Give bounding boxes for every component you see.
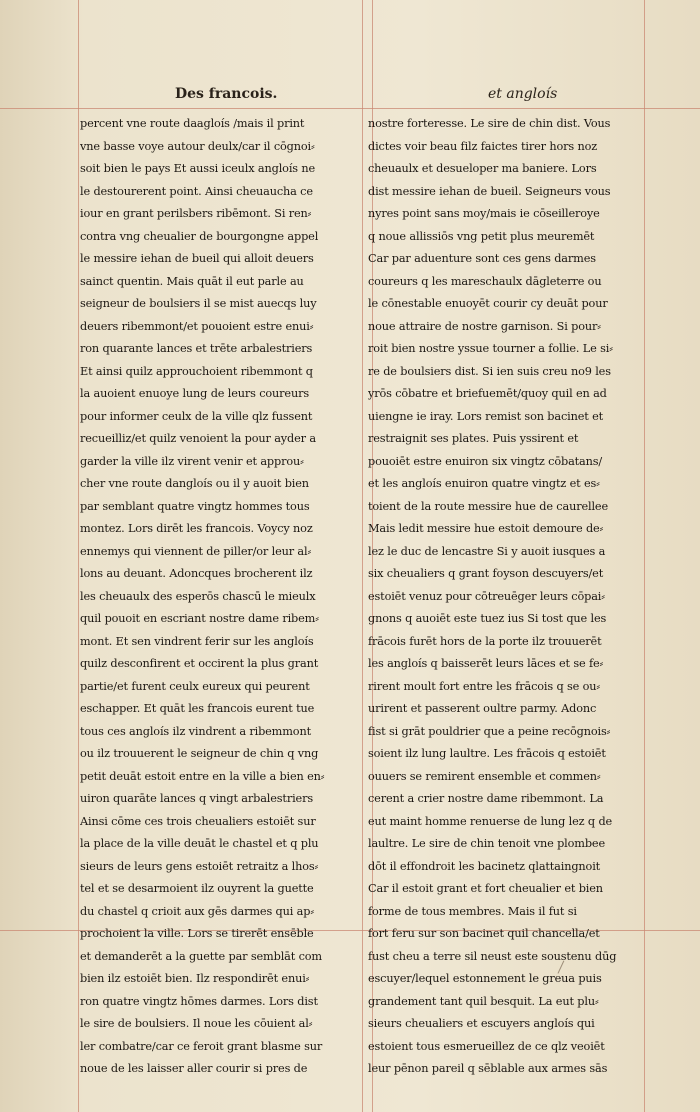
- text-line: coureurs q les mareschaulx dāgleterre ou: [368, 274, 602, 288]
- text-line: dōt il effondroit les bacinetz qlattaingnoit: [368, 859, 601, 873]
- text-line: laultre. Le sire de chin tenoit vne plombee: [368, 837, 605, 850]
- text-line: fort feru sur son bacinet quil chancella/et: [368, 927, 600, 940]
- text-line: urirent et passerent oultre parmy. Adonc: [368, 702, 597, 715]
- text-line: gnons q auoiēt este tuez ius Si tost que les: [368, 612, 607, 625]
- text-line: uiengne ie iray. Lors remist son bacinet et: [368, 409, 604, 423]
- text-line: la auoient enuoye lung de leurs coureurs: [80, 387, 309, 400]
- text-line: ouuers se remirent ensemble et commen⸗: [368, 769, 601, 783]
- text-line: noue de les laisser aller courir si pres de: [80, 1062, 308, 1075]
- text-line: bien ilz estoiēt bien. Ilz respondirēt enui⸗: [80, 972, 310, 985]
- text-column-right: [368, 113, 644, 1081]
- text-line: grandement tant quil besquit. La eut plu⸗: [368, 994, 599, 1008]
- text-line: cher vne route dangloís ou il y auoit bien: [80, 477, 309, 490]
- text-line: prochoient la ville. Lors se tirerēt ensēble: [80, 927, 314, 940]
- text-line: le cōnestable enuoyēt courir cy deuāt pour: [368, 297, 608, 310]
- text-line: ler combatre/car ce feroit grant blasme sur: [80, 1039, 323, 1053]
- text-line: leur pēnon pareil q sēblable aux armes sās: [368, 1062, 608, 1075]
- text-line: lez le duc de lencastre Si y auoit iusques a: [368, 544, 606, 558]
- text-line: soit bien le pays Et aussi iceulx angloís ne: [80, 162, 316, 175]
- text-line: restraignit ses plates. Puis yssirent et: [368, 432, 579, 445]
- margin-rule: [0, 108, 700, 109]
- text-line: toient de la route messire hue de caurellee: [368, 499, 608, 513]
- text-line: percent vne route daagloís /mais il print: [80, 117, 305, 130]
- text-line: seigneur de boulsiers il se mist auecqs luy: [80, 297, 317, 310]
- text-line: montez. Lors dirēt les francois. Voycy noz: [80, 522, 313, 535]
- text-line: lons au deuant. Adoncques brocherent ilz: [80, 567, 313, 580]
- text-line: ou ilz trouuerent le seigneur de chin q vng: [80, 747, 319, 760]
- text-line: iour en grant perilsbers ribēmont. Si ren⸗: [80, 207, 312, 220]
- text-line: vne basse voye autour deulx/car il cōgnoi⸗: [80, 139, 315, 153]
- text-line: forme de tous membres. Mais il fut si: [368, 904, 577, 918]
- text-line: sieurs de leurs gens estoiēt retraitz a lhos⸗: [80, 859, 319, 873]
- text-line: la place de la ville deuāt le chastel et q plu: [80, 837, 319, 850]
- text-line: et les angloís enuiron quatre vingtz et es⸗: [368, 477, 600, 490]
- text-line: tous ces angloís ilz vindrent a ribemmont: [80, 724, 311, 738]
- text-line: du chastel q crioit aux gēs darmes qui ap⸗: [80, 904, 314, 918]
- text-line: eut maint homme renuerse de lung lez q de: [368, 814, 613, 828]
- text-line: ennemys qui viennent de piller/or leur al⸗: [80, 544, 312, 558]
- text-line: pouoiēt estre enuiron six vingtz cōbatans/: [368, 454, 603, 468]
- text-line: cerent a crier nostre dame ribemmont. La: [368, 792, 604, 805]
- text-line: quilz desconfirent et occirent la plus grant: [80, 657, 319, 670]
- text-line: le messire iehan de bueil qui alloit deuers: [80, 252, 314, 265]
- text-line: estoiēt venuz pour cōtreuēger leurs cōpai⸗: [368, 589, 605, 603]
- running-head-left: Des francois.: [175, 86, 278, 102]
- margin-rule: [78, 0, 79, 1112]
- text-line: frācois furēt hors de la porte ilz trouuerēt: [368, 634, 602, 648]
- text-line: deuers ribemmont/et pouoient estre enui⸗: [80, 319, 314, 333]
- text-line: mont. Et sen vindrent ferir sur les angloís: [80, 634, 314, 648]
- text-line: dist messire iehan de bueil. Seigneurs vous: [368, 184, 611, 198]
- text-line: six cheualiers q grant foyson descuyers/et: [368, 567, 604, 580]
- text-line: tel et se desarmoient ilz ouyrent la guette: [80, 882, 314, 895]
- text-line: Mais ledit messire hue estoit demoure de⸗: [368, 522, 604, 535]
- text-line: ron quarante lances et trēte arbalestriers: [80, 342, 313, 355]
- text-line: sieurs cheualiers et escuyers angloís qui: [368, 1017, 595, 1030]
- text-line: Car il estoit grant et fort cheualier et bien: [368, 882, 603, 895]
- text-line: uiron quarāte lances q vingt arbalestriers: [80, 792, 313, 805]
- text-line: partie/et furent ceulx eureux qui peurent: [80, 679, 310, 693]
- text-line: garder la ville ilz virent venir et approu⸗: [80, 454, 304, 468]
- text-line: dictes voir beau filz faictes tirer hors noz: [368, 139, 598, 153]
- text-line: roit bien nostre yssue tourner a follie. Le si⸗: [368, 342, 613, 355]
- text-line: recueilliz/et quilz venoient la pour ayder a: [80, 432, 316, 445]
- text-line: yrōs cōbatre et briefuemēt/quoy quil en ad: [368, 387, 607, 400]
- text-line: escuyer/lequel estonnement le greua puis: [368, 972, 602, 985]
- text-line: les cheuaulx des esperōs chascū le mieulx: [80, 589, 316, 603]
- text-line: sainct quentin. Mais quāt il eut parle au: [80, 274, 304, 288]
- text-line: Ainsi cōme ces trois cheualiers estoiēt sur: [80, 814, 316, 828]
- text-line: rirent moult fort entre les frācois q se ou⸗: [368, 679, 600, 693]
- text-column-left: [80, 113, 356, 1081]
- text-line: et demanderēt a la guette par semblāt com: [80, 949, 322, 963]
- text-line: le destourerent point. Ainsi cheuaucha ce: [80, 184, 313, 198]
- text-line: noue attraire de nostre garnison. Si pour⸗: [368, 319, 601, 333]
- text-line: ron quatre vingtz hōmes darmes. Lors dist: [80, 994, 318, 1008]
- margin-rule: [644, 0, 645, 1112]
- text-line: re de boulsiers dist. Si ien suis creu no9 les: [368, 364, 611, 378]
- text-line: cheuaulx et desueloper ma baniere. Lors: [368, 162, 597, 175]
- text-line: nyres point sans moy/mais ie cōseilleroye: [368, 207, 600, 220]
- running-head-right: et angloís: [488, 86, 558, 102]
- text-line: le sire de boulsiers. Il noue les cōuient al⸗: [80, 1017, 313, 1030]
- text-line: q noue allissiōs vng petit plus meuremēt: [368, 229, 595, 243]
- text-line: Et ainsi quilz approuchoient ribemmont q: [80, 364, 313, 378]
- text-line: Car par aduenture sont ces gens darmes: [368, 252, 596, 265]
- text-line: contra vng cheualier de bourgongne appel: [80, 229, 319, 243]
- text-line: fust cheu a terre sil neust este soustenu dūg: [368, 949, 617, 963]
- text-line: fist si grāt pouldrier que a peine recōgnois⸗: [368, 724, 611, 738]
- text-line: eschapper. Et quāt les francois eurent tue: [80, 702, 315, 715]
- text-line: pour informer ceulx de la ville qlz fussent: [80, 409, 313, 423]
- margin-rule: [362, 0, 363, 1112]
- text-line: nostre forteresse. Le sire de chin dist. Vous: [368, 117, 611, 130]
- text-line: soient ilz lung laultre. Les frācois q estoiēt: [368, 747, 606, 760]
- text-line: estoient tous esmerueillez de ce qlz veoiēt: [368, 1039, 605, 1053]
- text-line: les angloís q baisserēt leurs lāces et se fe⸗: [368, 657, 604, 670]
- text-line: par semblant quatre vingtz hommes tous: [80, 499, 310, 513]
- text-line: quil pouoit en escriant nostre dame ribem⸗: [80, 612, 319, 625]
- text-line: petit deuāt estoit entre en la ville a bien en⸗: [80, 769, 325, 783]
